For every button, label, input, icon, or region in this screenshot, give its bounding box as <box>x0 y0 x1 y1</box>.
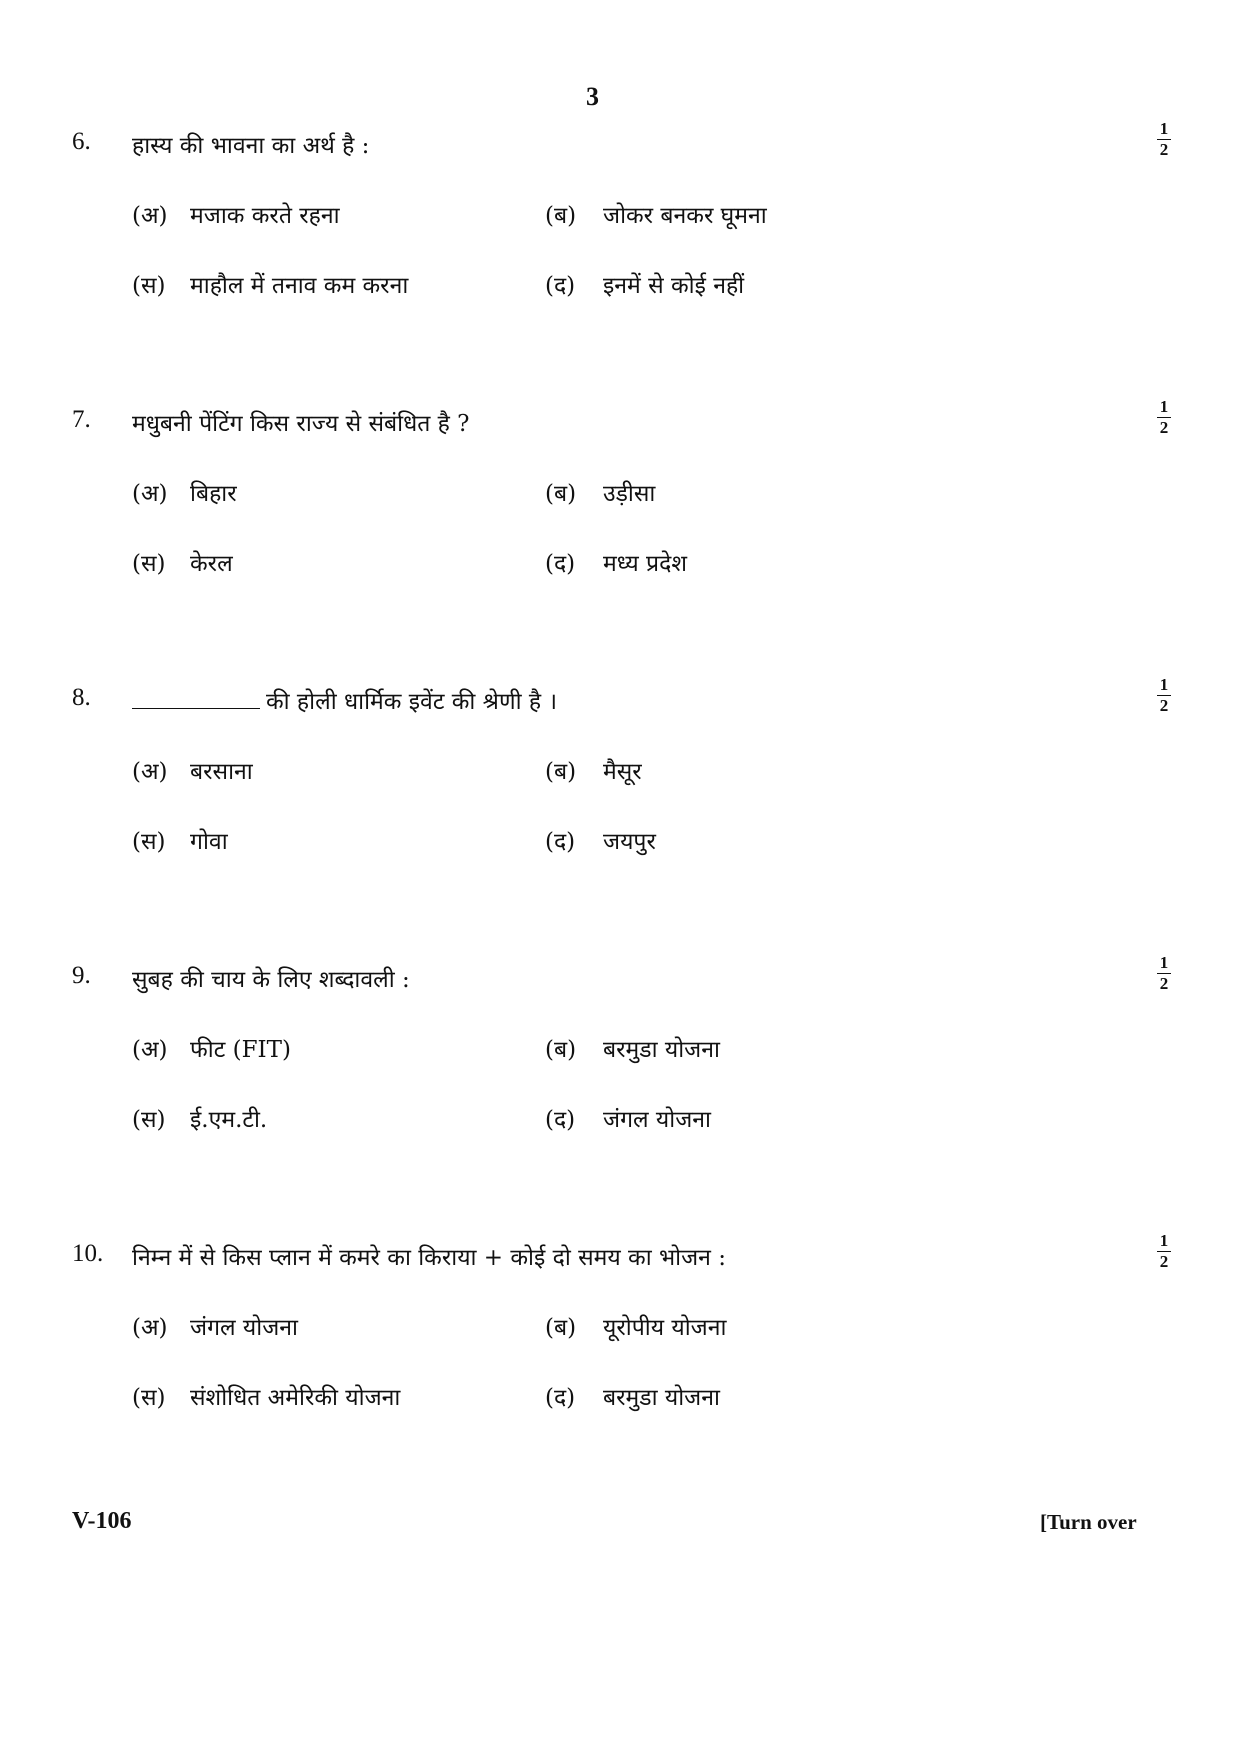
marks-fraction <box>1153 1232 1175 1271</box>
option-text: फीट (FIT) <box>190 1037 291 1063</box>
question-number: 8. <box>72 684 91 711</box>
option-label: (ब) <box>545 759 577 785</box>
option-c <box>132 1380 400 1412</box>
option-label: (स) <box>132 1107 166 1133</box>
option-b <box>545 1032 720 1064</box>
marks-numerator: 1 <box>1159 397 1169 416</box>
option-label: (अ) <box>132 481 168 507</box>
question-text: निम्न में से किस प्लान में कमरे का किराया + कोई दो समय का भोजन : <box>132 1245 726 1271</box>
option-text: संशोधित अमेरिकी योजना <box>190 1385 401 1411</box>
question-number: 10. <box>72 1240 104 1267</box>
option-b <box>545 754 642 786</box>
marks-denominator: 2 <box>1159 1252 1169 1271</box>
option-text: ई.एम.टी. <box>190 1107 268 1133</box>
option-label: (स) <box>132 273 166 299</box>
marks-fraction <box>1153 676 1175 715</box>
option-text: यूरोपीय योजना <box>603 1315 727 1341</box>
option-d <box>545 1380 720 1412</box>
marks-denominator: 2 <box>1159 974 1169 993</box>
option-label: (ब) <box>545 203 577 229</box>
question-9 <box>0 953 1241 1212</box>
marks-denominator: 2 <box>1159 418 1169 437</box>
option-a <box>132 476 237 508</box>
question-number: 6. <box>72 128 91 155</box>
question-text: हास्य की भावना का अर्थ है : <box>132 133 370 159</box>
question-7 <box>0 397 1241 656</box>
option-c <box>132 824 228 856</box>
marks-fraction <box>1153 954 1175 993</box>
option-c <box>132 546 233 578</box>
question-text-wrapper <box>132 684 557 716</box>
marks-numerator: 1 <box>1159 953 1169 972</box>
question-8 <box>0 675 1241 934</box>
question-text: सुबह की चाय के लिए शब्दावली : <box>132 967 410 993</box>
marks-denominator: 2 <box>1159 140 1169 159</box>
option-label: (स) <box>132 829 166 855</box>
option-label: (स) <box>132 551 166 577</box>
fill-in-blank <box>132 690 260 709</box>
option-label: (स) <box>132 1385 166 1411</box>
option-a <box>132 198 340 230</box>
option-d <box>545 268 744 300</box>
option-text: बरसाना <box>190 759 253 785</box>
option-label: (अ) <box>132 1315 168 1341</box>
option-label: (द) <box>545 551 576 577</box>
option-text: केरल <box>190 551 233 577</box>
question-6 <box>0 119 1241 378</box>
turn-over-label: [Turn over <box>1040 1510 1137 1534</box>
option-b <box>545 1310 726 1342</box>
option-text: जंगल योजना <box>603 1107 712 1133</box>
option-text: बरमुडा योजना <box>603 1037 720 1063</box>
option-label: (द) <box>545 829 576 855</box>
question-text: मधुबनी पेंटिंग किस राज्य से संबंधित है ? <box>132 411 470 437</box>
option-text: मैसूर <box>603 759 642 785</box>
option-a <box>132 1032 291 1064</box>
option-text: उड़ीसा <box>603 481 656 507</box>
question-number: 7. <box>72 406 91 433</box>
marks-numerator: 1 <box>1159 675 1169 694</box>
option-text: बिहार <box>190 481 237 507</box>
option-d <box>545 546 687 578</box>
option-text: मध्य प्रदेश <box>603 551 687 577</box>
option-label: (ब) <box>545 1315 577 1341</box>
marks-fraction <box>1153 398 1175 437</box>
option-text: माहौल में तनाव कम करना <box>190 273 409 299</box>
option-label: (द) <box>545 1385 576 1411</box>
question-number: 9. <box>72 962 91 989</box>
option-text: मजाक करते रहना <box>190 203 340 229</box>
option-label: (द) <box>545 273 576 299</box>
option-text: जोकर बनकर घूमना <box>603 203 767 229</box>
paper-code: V-106 <box>72 1508 132 1534</box>
option-text: जंगल योजना <box>190 1315 299 1341</box>
option-a <box>132 1310 298 1342</box>
option-label: (द) <box>545 1107 576 1133</box>
option-a <box>132 754 253 786</box>
question-text: की होली धार्मिक इवेंट की श्रेणी है । <box>266 689 558 715</box>
option-label: (ब) <box>545 1037 577 1063</box>
option-b <box>545 476 655 508</box>
option-text: इनमें से कोई नहीं <box>603 273 745 299</box>
marks-denominator: 2 <box>1159 696 1169 715</box>
marks-fraction <box>1153 120 1175 159</box>
question-10 <box>0 1231 1241 1490</box>
option-d <box>545 824 656 856</box>
page-number: 3 <box>586 82 599 111</box>
option-text: गोवा <box>190 829 228 855</box>
option-label: (अ) <box>132 759 168 785</box>
option-label: (अ) <box>132 203 168 229</box>
option-c <box>132 1102 267 1134</box>
option-label: (अ) <box>132 1037 168 1063</box>
option-b <box>545 198 767 230</box>
marks-numerator: 1 <box>1159 119 1169 138</box>
option-c <box>132 268 408 300</box>
option-text: बरमुडा योजना <box>603 1385 720 1411</box>
option-text: जयपुर <box>603 829 656 855</box>
option-d <box>545 1102 711 1134</box>
option-label: (ब) <box>545 481 577 507</box>
marks-numerator: 1 <box>1159 1231 1169 1250</box>
